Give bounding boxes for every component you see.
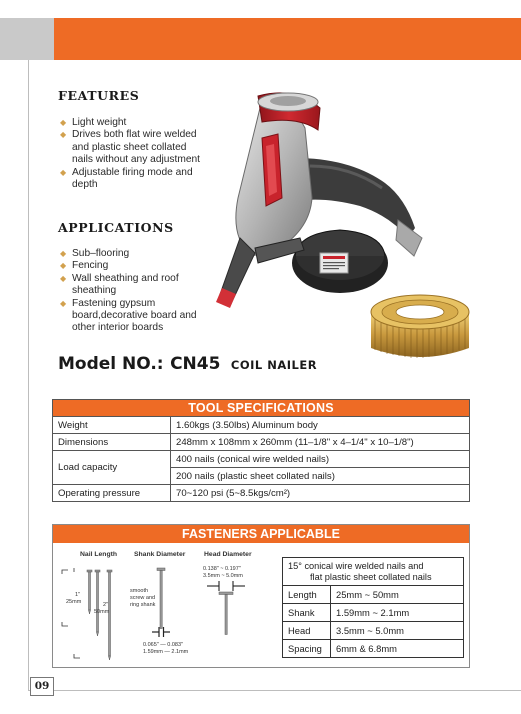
list-item: ◆ Wall sheathing and roof sheathing bbox=[60, 273, 210, 298]
page-frame-left bbox=[28, 60, 29, 690]
table-cell: 25mm ~ 50mm bbox=[331, 586, 464, 604]
applications-heading: APPLICATIONS bbox=[58, 220, 174, 235]
table-cell: Weight bbox=[53, 417, 171, 434]
table-cell: 6mm & 6.8mm bbox=[331, 640, 464, 658]
shank-note-3: ring shank bbox=[130, 602, 156, 608]
table-cell: 70~120 psi (5~8.5kgs/cm²) bbox=[171, 485, 470, 502]
table-cell: 3.5mm ~ 5.0mm bbox=[331, 622, 464, 640]
features-heading: FEATURES bbox=[58, 88, 140, 103]
table-row bbox=[283, 604, 464, 622]
list-item: ◆ Fastening gypsum board,decorative board and other interior boards bbox=[60, 298, 210, 335]
list-item: ◆ Sub–flooring bbox=[60, 248, 210, 260]
tool-specifications-table bbox=[52, 399, 470, 502]
model-type: COIL NAILER bbox=[230, 358, 318, 372]
fastener-desc-line-1: 15° conical wire welded nails and bbox=[288, 560, 424, 571]
coil-nailer-image bbox=[200, 88, 430, 316]
nail-coil-image bbox=[365, 290, 475, 366]
table-cell: 248mm x 108mm x 260mm (11–1/8" x 4–1/4" x 10–1/8") bbox=[171, 434, 470, 451]
table-row bbox=[53, 451, 470, 468]
nail-length-diagram bbox=[58, 566, 128, 660]
head-range-mm: 3.5mm ~ 5.0mm bbox=[203, 573, 243, 579]
table-cell: Shank bbox=[283, 604, 331, 622]
length-25mm-label: 25mm bbox=[66, 599, 82, 605]
table-row bbox=[283, 640, 464, 658]
table-row bbox=[53, 485, 470, 502]
length-2in-label: 2" bbox=[103, 602, 109, 608]
table-cell: Load capacity bbox=[53, 451, 171, 485]
table-row bbox=[283, 586, 464, 604]
fasteners-applicable-title: FASTENERS APPLICABLE bbox=[53, 525, 469, 543]
shank-note-1: smooth bbox=[130, 588, 149, 594]
table-cell: Head bbox=[283, 622, 331, 640]
table-row bbox=[283, 558, 464, 586]
table-row bbox=[283, 622, 464, 640]
table-row bbox=[53, 417, 470, 434]
model-label: Model NO.: bbox=[58, 354, 164, 374]
model-number: CN45 bbox=[170, 354, 221, 374]
head-diameter-header: Head Diameter bbox=[204, 551, 252, 558]
head-range-inch: 0.138" ~ 0.197" bbox=[203, 566, 241, 572]
fasteners-detail-table bbox=[282, 557, 464, 658]
table-row bbox=[53, 434, 470, 451]
table-cell: 400 nails (conical wire welded nails) bbox=[171, 451, 470, 468]
table-cell: Operating pressure bbox=[53, 485, 171, 502]
list-item: ◆ Adjustable firing mode and depth bbox=[60, 167, 210, 192]
table-cell: 1.59mm ~ 2.1mm bbox=[331, 604, 464, 622]
shank-diameter-header: Shank Diameter bbox=[134, 551, 186, 558]
header-gray-block bbox=[0, 18, 54, 60]
header-orange-banner bbox=[54, 18, 521, 60]
length-1in-label: 1" bbox=[75, 592, 81, 598]
table-cell: 1.60kgs (3.50lbs) Aluminum body bbox=[171, 417, 470, 434]
shank-range-mm: 1.59mm — 2.1mm bbox=[143, 649, 189, 655]
features-list bbox=[60, 117, 210, 191]
shank-range-inch: 0.065" — 0.083" bbox=[143, 642, 183, 648]
table-cell: Dimensions bbox=[53, 434, 171, 451]
table-cell: 200 nails (plastic sheet collated nails) bbox=[171, 468, 470, 485]
tool-specifications-title: TOOL SPECIFICATIONS bbox=[53, 400, 470, 417]
list-item: ◆ Fencing bbox=[60, 260, 210, 272]
table-cell: Spacing bbox=[283, 640, 331, 658]
page-number: 09 bbox=[30, 677, 54, 696]
applications-list bbox=[60, 248, 210, 335]
table-cell: Length bbox=[283, 586, 331, 604]
model-title bbox=[58, 354, 317, 374]
fastener-desc-line-2: flat plastic sheet collated nails bbox=[310, 571, 432, 582]
table-cell bbox=[283, 558, 464, 586]
list-item: ◆ Drives both flat wire welded and plastic sheet collated nails without any adjustment bbox=[60, 129, 210, 166]
page-frame-bottom bbox=[28, 690, 521, 691]
length-50mm-label: 50mm bbox=[94, 609, 110, 615]
nail-length-header: Nail Length bbox=[80, 551, 118, 558]
head-diameter-diagram bbox=[206, 580, 246, 636]
shank-note-2: screw and bbox=[130, 595, 156, 601]
list-item: ◆ Light weight bbox=[60, 117, 210, 129]
